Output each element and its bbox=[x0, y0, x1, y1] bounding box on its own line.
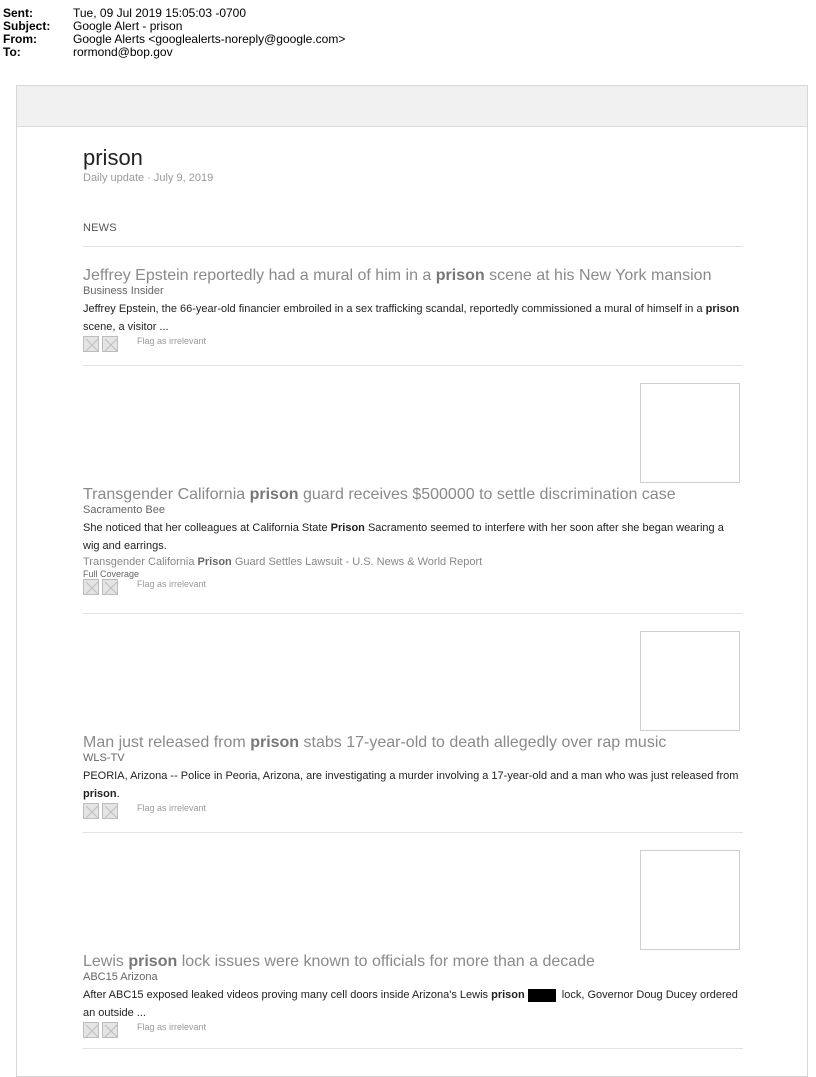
snippet-keyword: prison bbox=[491, 989, 525, 1001]
twitter-share-icon[interactable] bbox=[102, 1022, 118, 1038]
flag-irrelevant-link[interactable]: Flag as irrelevant bbox=[137, 579, 207, 589]
snippet-text: Sacramento seemed to interfere with her soon after she began wearing a wig and earrings. bbox=[83, 522, 724, 552]
divider bbox=[83, 1048, 743, 1049]
article-source: Business Insider bbox=[83, 285, 164, 297]
article-thumbnail[interactable] bbox=[640, 631, 740, 731]
related-text: Transgender California bbox=[83, 556, 198, 568]
article-item bbox=[83, 266, 743, 354]
related-text: Guard Settles Lawsuit - U.S. News & World Report bbox=[231, 556, 483, 568]
facebook-share-icon[interactable] bbox=[83, 1022, 99, 1038]
full-coverage-link[interactable]: Full Coverage bbox=[83, 569, 140, 579]
article-actions bbox=[83, 579, 743, 597]
article-title-link[interactable] bbox=[83, 952, 743, 971]
article-source: Sacramento Bee bbox=[83, 504, 165, 516]
flag-irrelevant-link[interactable]: Flag as irrelevant bbox=[137, 803, 207, 813]
snippet-text: After ABC15 exposed leaked videos proving many cell doors inside Arizona's Lewis bbox=[83, 989, 492, 1001]
to-value: rormond@bop.gov bbox=[73, 45, 173, 59]
divider bbox=[83, 613, 743, 614]
twitter-share-icon[interactable] bbox=[102, 803, 118, 819]
snippet-keyword: prison bbox=[705, 303, 740, 315]
title-text: Jeffrey Epstein reportedly had a mural of him in a bbox=[83, 267, 436, 284]
article-actions bbox=[83, 336, 743, 354]
card-top-bar bbox=[17, 86, 807, 127]
article-snippet bbox=[83, 519, 743, 555]
title-text: Man just released from bbox=[83, 734, 251, 751]
section-news-label: NEWS bbox=[83, 222, 117, 234]
article-thumbnail[interactable] bbox=[640, 383, 740, 483]
to-label: To: bbox=[3, 45, 21, 59]
from-value: Google Alerts <googlealerts-noreply@google.com> bbox=[73, 32, 346, 46]
title-keyword: prison bbox=[250, 734, 300, 751]
flag-irrelevant-link[interactable]: Flag as irrelevant bbox=[137, 1022, 207, 1032]
subject-value: Google Alert - prison bbox=[73, 19, 183, 33]
flag-irrelevant-link[interactable]: Flag as irrelevant bbox=[137, 336, 207, 346]
title-text: Lewis bbox=[83, 953, 129, 970]
snippet-text: scene, a visitor ... bbox=[83, 321, 169, 333]
article-title-link[interactable] bbox=[83, 266, 743, 285]
from-label: From: bbox=[3, 32, 37, 46]
twitter-share-icon[interactable] bbox=[102, 336, 118, 352]
article-actions bbox=[83, 1022, 743, 1040]
alert-card bbox=[16, 85, 808, 1077]
title-text: scene at his New York mansion bbox=[484, 267, 712, 284]
divider bbox=[83, 246, 743, 247]
title-text: guard receives $500000 to settle discrimination case bbox=[298, 486, 676, 503]
article-snippet bbox=[83, 767, 743, 803]
title-text: stabs 17-year-old to death allegedly over rap music bbox=[299, 734, 667, 751]
related-keyword: Prison bbox=[197, 556, 232, 568]
title-keyword: prison bbox=[128, 953, 178, 970]
title-text: Transgender California bbox=[83, 486, 250, 503]
article-item bbox=[83, 733, 743, 821]
alert-subtitle: Daily update · July 9, 2019 bbox=[83, 172, 214, 184]
title-text: lock issues were known to officials for more than a decade bbox=[177, 953, 595, 970]
divider bbox=[83, 832, 743, 833]
snippet-text: . bbox=[116, 788, 120, 800]
sent-value: Tue, 09 Jul 2019 15:05:03 -0700 bbox=[73, 6, 247, 20]
article-title-link[interactable] bbox=[83, 733, 743, 752]
snippet-keyword: prison bbox=[83, 788, 117, 800]
article-snippet bbox=[83, 986, 743, 1022]
facebook-share-icon[interactable] bbox=[83, 336, 99, 352]
facebook-share-icon[interactable] bbox=[83, 803, 99, 819]
sent-label: Sent: bbox=[3, 6, 33, 20]
snippet-keyword: Prison bbox=[330, 522, 365, 534]
snippet-text: lock, Governor Doug Ducey ordered an outside ... bbox=[83, 989, 738, 1019]
title-keyword: prison bbox=[435, 267, 485, 284]
title-keyword: prison bbox=[249, 486, 299, 503]
snippet-text: She noticed that her colleagues at California State bbox=[83, 522, 331, 534]
snippet-text: Jeffrey Epstein, the 66-year-old financier embroiled in a sex trafficking scandal, reportedly commissioned a mural of himself in a bbox=[83, 303, 706, 315]
snippet-text: PEORIA, Arizona -- Police in Peoria, Arizona, are investigating a murder involving a 17-year-old and a man who was just released from bbox=[83, 770, 739, 782]
article-source: ABC15 Arizona bbox=[83, 971, 158, 983]
subject-label: Subject: bbox=[3, 19, 51, 33]
email-header bbox=[3, 7, 345, 59]
article-item bbox=[83, 952, 743, 1040]
article-actions bbox=[83, 803, 743, 821]
facebook-share-icon[interactable] bbox=[83, 579, 99, 595]
article-snippet bbox=[83, 300, 743, 336]
alert-title: prison bbox=[83, 145, 143, 170]
article-source: WLS-TV bbox=[83, 752, 125, 764]
divider bbox=[83, 365, 743, 366]
redaction-box bbox=[528, 989, 556, 1002]
related-article-link[interactable] bbox=[83, 555, 743, 569]
article-title-link[interactable] bbox=[83, 485, 743, 504]
twitter-share-icon[interactable] bbox=[102, 579, 118, 595]
article-item bbox=[83, 485, 743, 597]
article-thumbnail[interactable] bbox=[640, 850, 740, 950]
